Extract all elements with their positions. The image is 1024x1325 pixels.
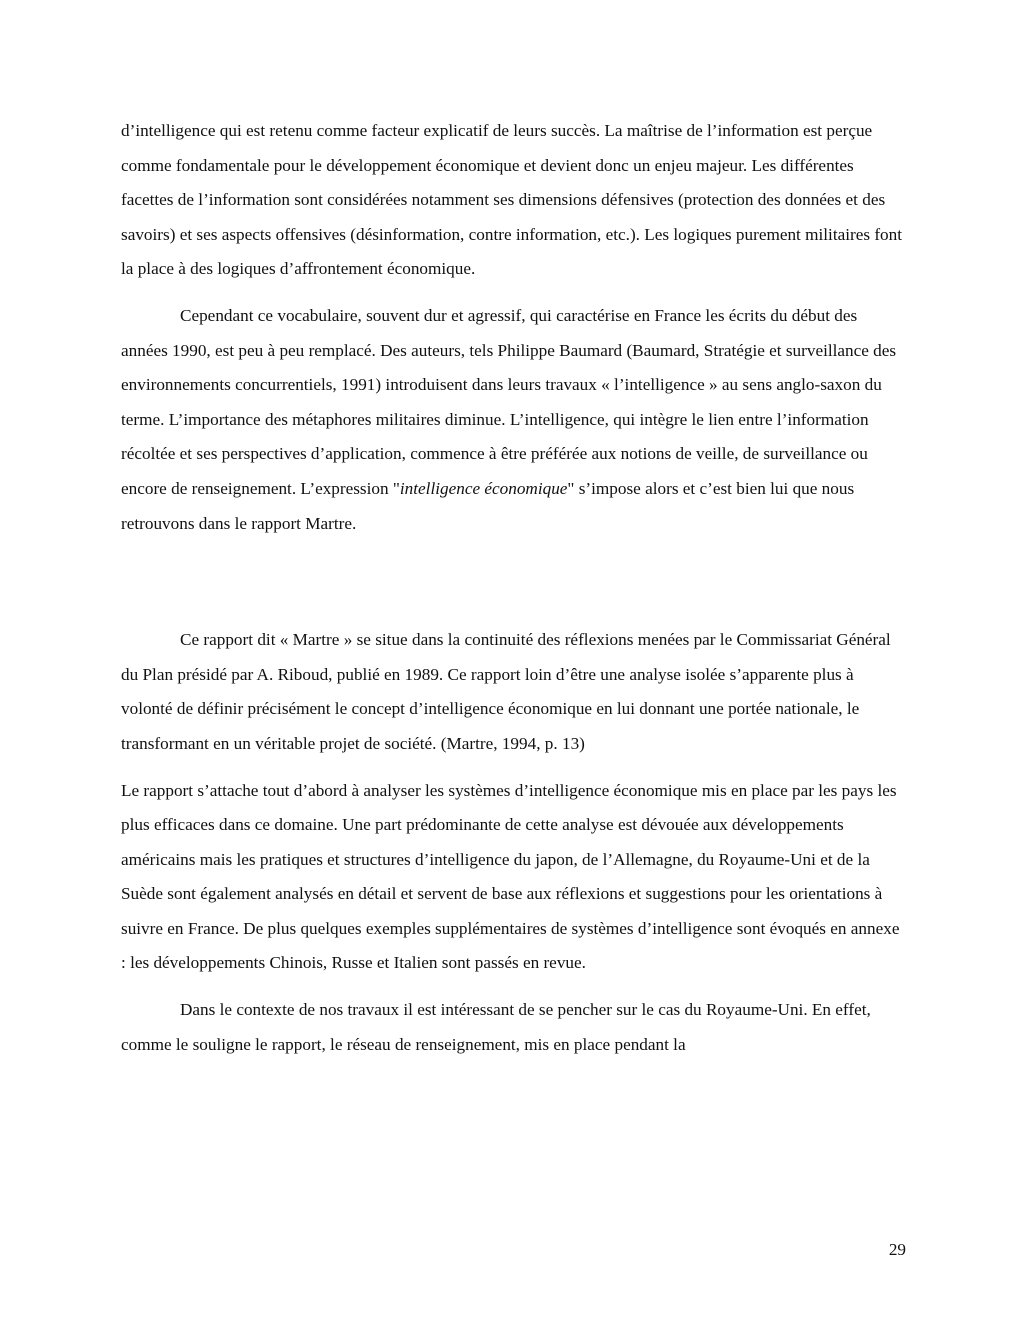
paragraph-2	[121, 299, 905, 541]
paragraph-5-text: Dans le contexte de nos travaux il est intéressant de se pencher sur le cas du Royaume-Uni. En effet, comme le souligne le rapport, le réseau de renseignement, mis en place pendant la	[121, 1000, 871, 1054]
paragraph-3-text: Ce rapport dit « Martre » se situe dans la continuité des réflexions menées par le Commissariat Général du Plan présidé par A. Riboud, publié en 1989. Ce rapport loin d’être une analyse isolée s’apparente plus à volonté de définir précisément le concept d’intelligence économique en lui donnant une portée nationale, le transformant en un véritable projet de société. (Martre, 1994, p. 13)	[121, 630, 891, 753]
paragraph-1	[121, 114, 905, 287]
paragraph-2-emphasis: intelligence économique	[399, 478, 568, 498]
paragraph-4-text: Le rapport s’attache tout d’abord à analyser les systèmes d’intelligence économique mis en place par les pays les plus efficaces dans ce domaine. Une part prédominante de cette analyse est dévouée aux développements américains mais les pratiques et structures d’intelligence du japon, de l’Allemagne, du Royaume-Uni et de la Suède sont également analysés en détail et servent de base aux réflexions et suggestions pour les orientations à suivre en France. De plus quelques exemples supplémentaires de systèmes d’intelligence sont évoqués en annexe : les développements Chinois, Russe et Italien sont passés en revue.	[121, 780, 900, 973]
paragraph-2-text-end: " s’impose alors et c’est bien lui que nous retrouvons dans le rapport Martre.	[121, 478, 855, 533]
body-text	[121, 114, 905, 1062]
paragraph-2-text-start: Cependant ce vocabulaire, souvent dur et agressif, qui caractérise en France les écrits du début des années 1990, est peu à peu remplacé. Des auteurs, tels Philippe Baumard (Baumard, Stratégie et surveillance des environnements concurrentiels, 1991) introduisent dans leurs travaux « l’intelligence » au sens anglo-saxon du terme. L’importance des métaphores militaires diminue. L’intelligence, qui intègre le lien entre l’information récoltée et ses perspectives d’application, commence à être préférée aux notions de veille, de surveillance ou encore de renseignement. L’expression "	[121, 305, 897, 498]
paragraph-4	[121, 774, 905, 982]
paragraph-3	[121, 623, 905, 761]
page-number: 29	[888, 1240, 906, 1259]
paragraph-1-text: d’intelligence qui est retenu comme facteur explicatif de leurs succès. La maîtrise de l’information est perçue comme fondamentale pour le développement économique et devient donc un enjeu majeur. Les différentes facettes de l’information sont considérées notamment ses dimensions défensives (protection des données et des savoirs) et ses aspects offensives (désinformation, contre information, etc.). Les logiques purement militaires font la place à des logiques d’affrontement économique.	[121, 121, 903, 279]
paragraph-5	[121, 993, 905, 1062]
